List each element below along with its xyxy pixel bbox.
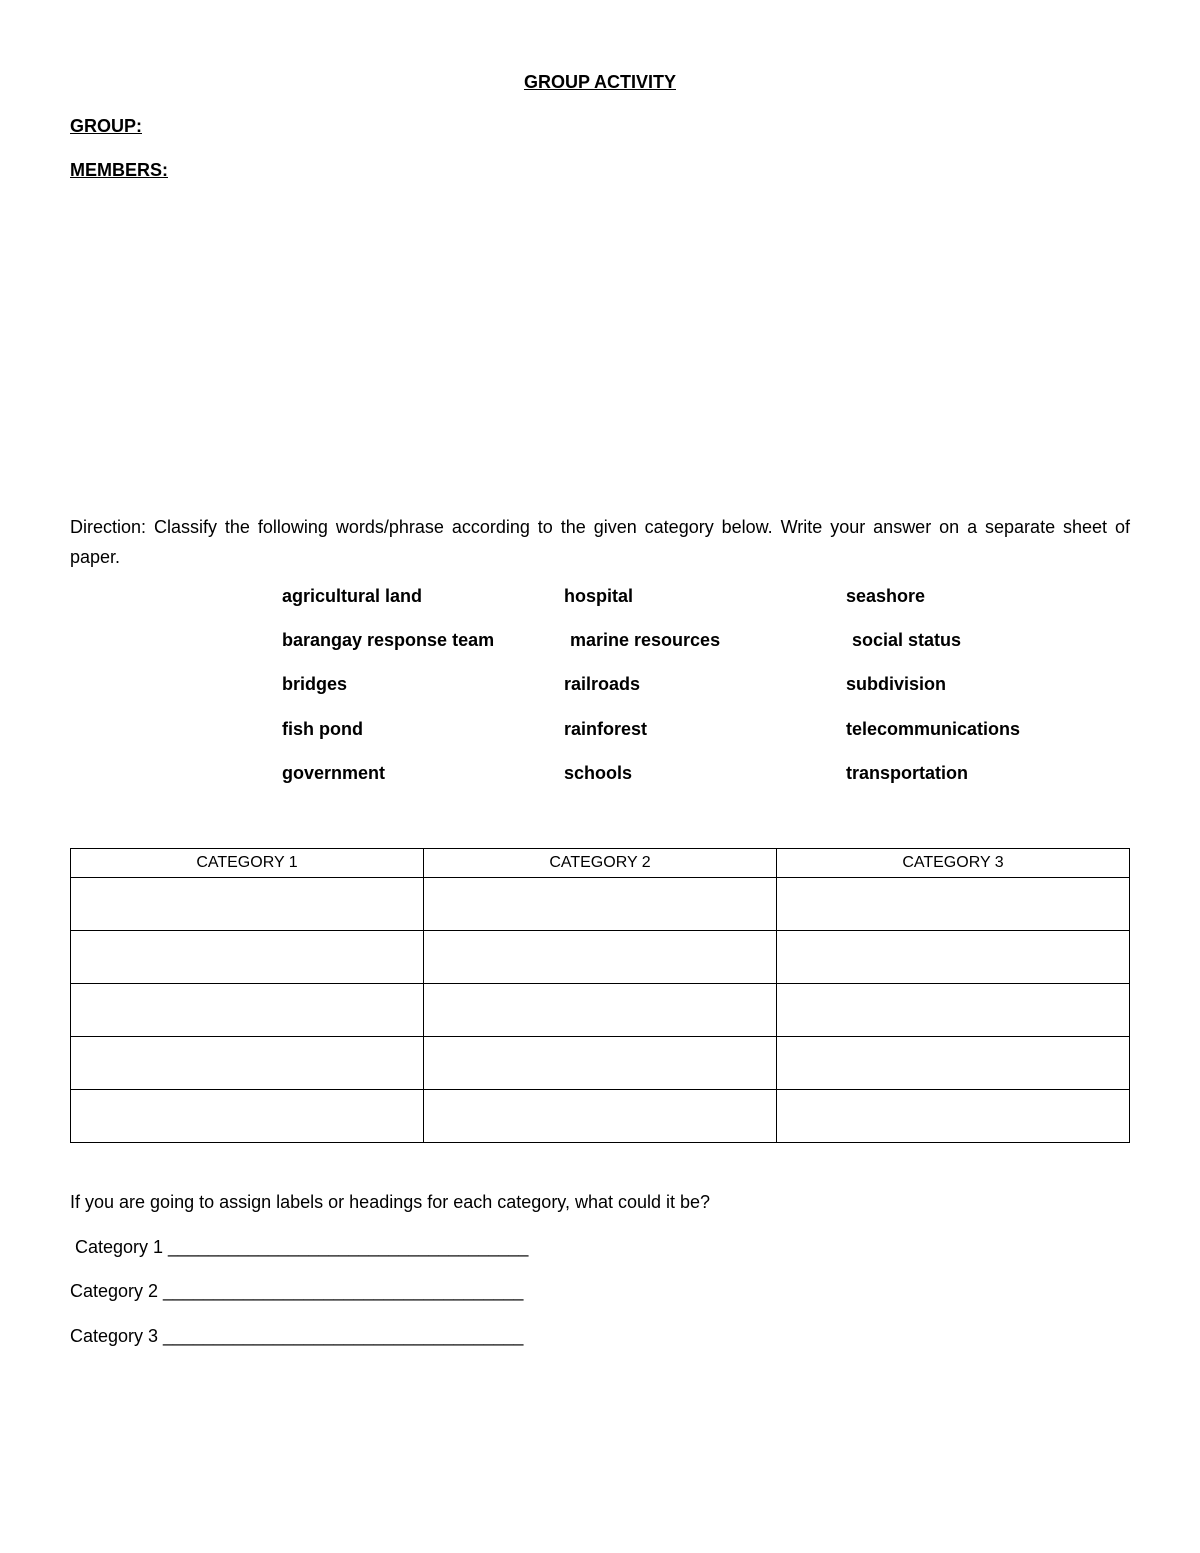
page-title: GROUP ACTIVITY [523,72,676,92]
answer-cell[interactable] [777,1037,1130,1090]
answer-cell[interactable] [424,984,777,1037]
category-3-header: CATEGORY 3 [777,849,1130,878]
word-item: subdivision [846,674,947,694]
answer-cell[interactable] [424,1037,777,1090]
category-3-line: Category 3 ____________________________________ [70,1326,524,1346]
word-item: agricultural land [282,586,423,606]
word-item: seashore [846,586,926,606]
word-item: hospital [564,586,634,606]
category-2-header: CATEGORY 2 [424,849,777,878]
answer-cell[interactable] [777,931,1130,984]
category-1-header: CATEGORY 1 [71,849,424,878]
word-item: rainforest [564,719,648,739]
word-item: telecommunications [846,719,1021,739]
category-2-line: Category 2 ____________________________________ [70,1281,524,1301]
word-item: transportation [846,763,969,783]
category-table [70,848,1130,1143]
answer-cell[interactable] [71,984,424,1037]
answer-cell[interactable] [71,931,424,984]
answer-cell[interactable] [777,1090,1130,1143]
table-row [71,878,1130,931]
word-item: barangay response team [282,630,495,650]
word-item: government [282,763,386,783]
answer-cell[interactable] [777,984,1130,1037]
word-item: marine resources [570,630,721,650]
answer-cell[interactable] [71,878,424,931]
answer-cell[interactable] [71,1037,424,1090]
table-header-row [71,849,1130,878]
answer-cell[interactable] [424,931,777,984]
word-item: railroads [564,674,641,694]
table-row [71,1090,1130,1143]
word-item: bridges [282,674,348,694]
table-row [71,1037,1130,1090]
category-1-line: Category 1 ____________________________________ [75,1237,529,1257]
answer-cell[interactable] [777,878,1130,931]
group-label: GROUP: [70,116,142,136]
answer-cell[interactable] [71,1090,424,1143]
answer-cell[interactable] [424,878,777,931]
table-row [71,931,1130,984]
answer-cell[interactable] [424,1090,777,1143]
word-item: fish pond [282,719,363,739]
question-text: If you are going to assign labels or headings for each category, what could it be? [70,1192,711,1212]
direction-text: Direction: Classify the following words/phrase according to the given category below. Write your answer on a separate sheet of paper. [70,517,1130,567]
table-row [71,984,1130,1037]
word-item: social status [852,630,962,650]
word-item: schools [564,763,633,783]
members-label: MEMBERS: [70,160,168,180]
